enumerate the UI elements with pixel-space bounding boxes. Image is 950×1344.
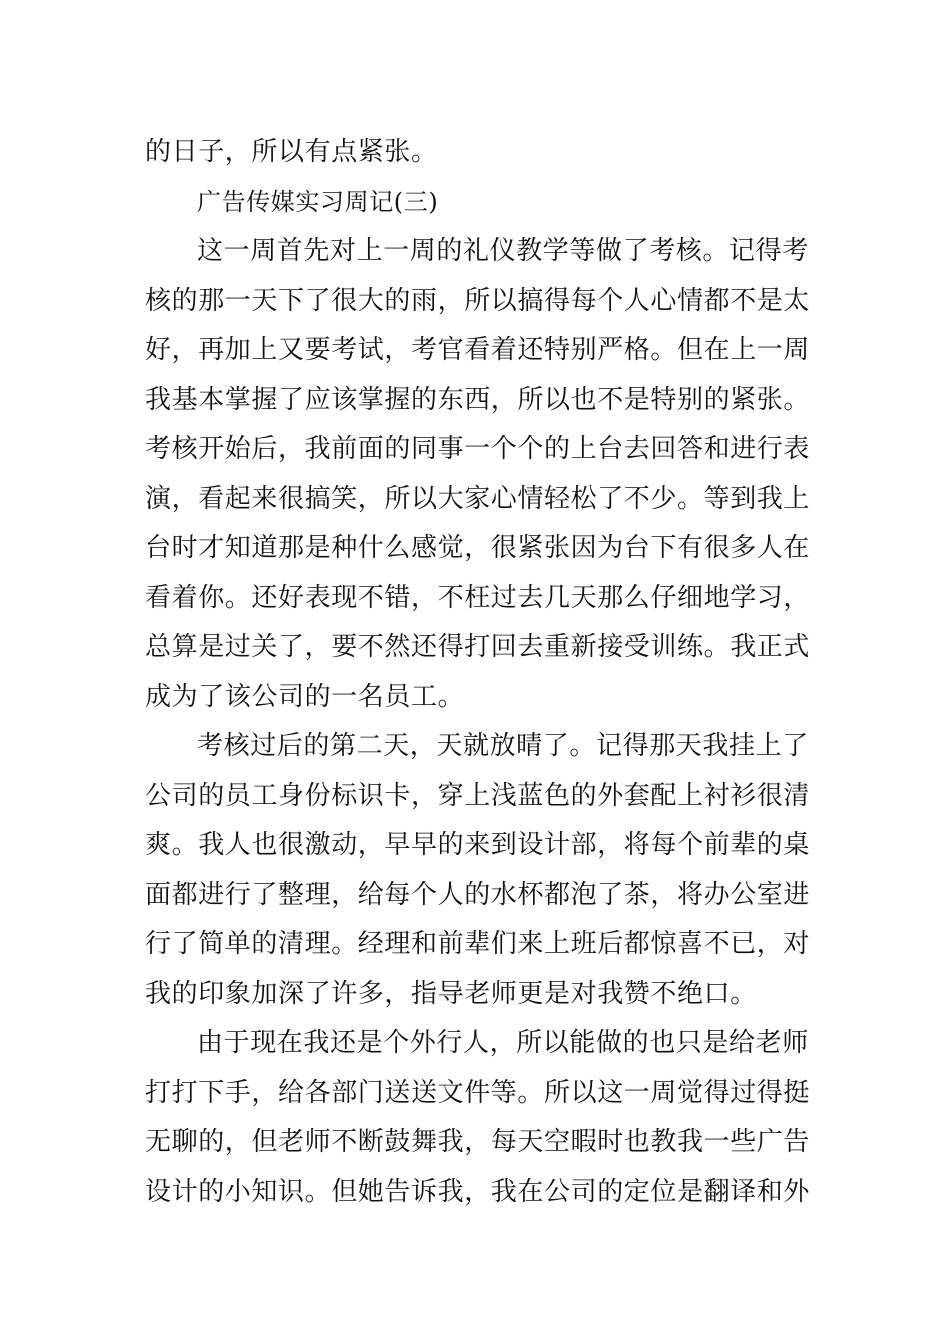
text-line: 看着你。还好表现不错，不枉过去几天那么仔细地学习， <box>145 582 811 613</box>
text-line: 面都进行了整理，给每个人的水杯都泡了茶，将办公室进 <box>145 879 811 910</box>
text-line: 的日子，所以有点紧张。 <box>145 137 438 167</box>
text-line: 公司的员工身份标识卡，穿上浅蓝色的外套配上衬衫很清 <box>145 780 811 811</box>
text-line: 打打下手，给各部门送送文件等。所以这一周觉得过得挺 <box>145 1077 811 1108</box>
text-line: 爽。我人也很激动，早早的来到设计部，将每个前辈的桌 <box>145 830 811 860</box>
text-line: 总算是过关了，要不然还得打回去重新接受训练。我正式 <box>145 632 811 662</box>
text-line: 考核开始后，我前面的同事一个个的上台去回答和进行表 <box>145 434 811 464</box>
text-line: 由于现在我还是个外行人，所以能做的也只是给老师 <box>197 1028 809 1058</box>
text-line: 这一周首先对上一周的礼仪教学等做了考核。记得考 <box>197 236 809 266</box>
text-line: 好，再加上又要考试，考官看着还特别严格。但在上一周 <box>145 335 811 365</box>
text-line: 设计的小知识。但她告诉我，我在公司的定位是翻译和外 <box>145 1176 811 1207</box>
text-line: 无聊的，但老师不断鼓舞我，每天空暇时也教我一些广告 <box>145 1127 811 1157</box>
text-line: 我基本掌握了应该掌握的东西，所以也不是特别的紧张。 <box>145 384 811 415</box>
text-line: 行了简单的清理。经理和前辈们来上班后都惊喜不已，对 <box>145 929 811 959</box>
section-heading: 广告传媒实习周记(三) <box>197 187 439 216</box>
document-body <box>145 128 815 1217</box>
text-line: 演，看起来很搞笑，所以大家心情轻松了不少。等到我上 <box>145 483 811 514</box>
text-line: 考核过后的第二天，天就放晴了。记得那天我挂上了 <box>197 731 809 761</box>
text-line: 我的印象加深了许多，指导老师更是对我赞不绝口。 <box>145 978 757 1009</box>
text-line: 核的那一天下了很大的雨，所以搞得每个人心情都不是太 <box>145 285 811 316</box>
text-line: 台时才知道那是种什么感觉，很紧张因为台下有很多人在 <box>145 533 811 563</box>
text-line: 成为了该公司的一名员工。 <box>145 681 465 712</box>
